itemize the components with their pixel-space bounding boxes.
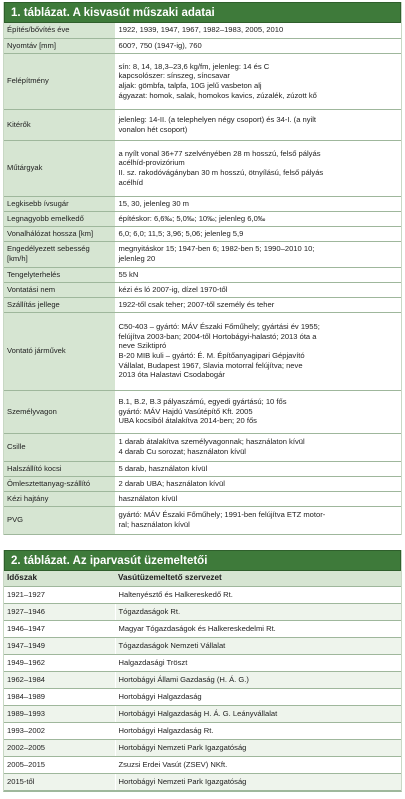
value-line: vonalon hét csoport) [118,124,188,134]
period-cell: 2002–2005 [4,740,115,757]
operator-cell: Hortobágyi Nemzeti Park Igazgatóság [115,740,401,757]
value-line: UBA kocsiból átalakítva 2014-ben; 20 fős [118,416,257,426]
value-line: a nyílt vonal 36+77 szelvényében 28 m hosszú, felső pályás [118,148,321,158]
row-label: Legnagyobb emelkedő [4,211,115,226]
row-value [115,53,401,109]
table-1-body [4,23,401,535]
value-line: 600?, 750 (1947-ig), 760 [118,40,202,50]
table-1-title: 1. táblázat. A kisvasút műszaki adatai [4,2,401,23]
value-line: felújítva 2003-ban; 2004-től Hortobágyi-halastó; 2013 óta a [118,331,317,341]
value-line: neve Sziktipró [118,341,167,351]
value-line: II. sz. rakodóvágányban 30 m hosszú, ötnyílású, felső pályás [118,168,324,177]
table-row [4,109,401,140]
value-line: kapcsolószer: sínszeg, síncsavar [118,71,230,81]
operator-cell: Zsuzsi Erdei Vasút (ZSEV) NKft. [115,757,401,774]
value-line: 5 darab, használaton kívül [118,463,208,473]
row-value [115,109,401,140]
table-row [4,476,401,491]
value-line: 1922-től csak teher; 2007-től személy és teher [118,299,275,309]
row-value [115,23,401,38]
table-row [4,757,401,774]
row-label: Vontatási nem [4,282,115,297]
table-row [4,723,401,740]
table-2-title: 2. táblázat. Az iparvasút üzemeltetői [4,550,401,571]
table-row [4,638,401,655]
operator-cell: Halgazdasági Tröszt [115,655,401,672]
value-line: ágyazat: homok, salak, homokos kavics, zúzalék, zúzott kő [118,90,317,100]
row-value [115,433,401,461]
operator-cell: Hortobágyi Nemzeti Park Igazgatóság [115,774,401,791]
value-line: jelenleg 20 [118,254,156,263]
row-value [115,196,401,211]
row-label: Legkisebb ívsugár [4,196,115,211]
table-row [4,689,401,706]
row-value [115,476,401,491]
row-label: Engedélyezett sebesség [km/h] [4,241,115,267]
table-row [4,390,401,433]
column-header-operator: Vasútüzemeltető szervezet [115,571,401,587]
table-row [4,23,401,38]
row-label: Felépítmény [4,53,115,109]
row-label: Személyvagon [4,390,115,433]
value-line: B-20 MIB kuli – gyártó: É. M. Építőanyagipari Gépjavító [118,351,305,360]
operator-cell: Hortobágyi Halgazdaság H. Á. G. Leányvállalat [115,706,401,723]
column-header-period: Időszak [4,571,115,587]
table-row [4,621,401,638]
operator-cell: Magyar Tógazdaságok és Halkereskedelmi Rt. [115,621,401,638]
value-line: sín: 8, 14, 18,3–23,6 kg/fm, jelenleg: 14 és C [118,61,270,71]
row-value [115,297,401,312]
table-row [4,461,401,476]
table-row [4,740,401,757]
value-line: gyártó: MÁV Északi Főműhely; 1991-ben felújítva ETZ motor- [118,510,326,520]
table-row [4,312,401,390]
row-label: Vontató járművek [4,312,115,390]
row-value [115,140,401,196]
table-row [4,196,401,211]
row-value [115,491,401,506]
table-row [4,706,401,723]
value-line: 2013 óta Halastavi Csodabogár [118,370,225,380]
period-cell: 1946–1947 [4,621,115,638]
row-value [115,312,401,390]
value-line: 2 darab UBA; használaton kívül [118,478,225,488]
period-cell: 2005–2015 [4,757,115,774]
row-label: Tengelyterhelés [4,267,115,282]
table-row [4,587,401,604]
table-2 [3,550,402,793]
value-line: jelenleg: 14-II. (a telephelyen négy csoport) és 34-I. (a nyilt [118,114,317,124]
row-label: Szállítás jellege [4,297,115,312]
value-line: 1922, 1939, 1947, 1967, 1982–1983, 2005, 2010 [118,25,284,35]
operator-cell: Hortobágyi Halgazdaság [115,689,401,706]
value-line: C50-403 – gyártó: MÁV Északi Főműhely; gyártási év 1955; [118,322,320,332]
operator-cell: Hortobágyi Állami Gazdaság (H. Á. G.) [115,672,401,689]
row-value [115,267,401,282]
table-row [4,226,401,241]
table-row [4,672,401,689]
row-value [115,38,401,53]
table-row [4,211,401,226]
period-cell: 1921–1927 [4,587,115,604]
period-cell: 1962–1984 [4,672,115,689]
operator-cell: Hortobágyi Halgazdaság Rt. [115,723,401,740]
period-cell: 1993–2002 [4,723,115,740]
table-row [4,267,401,282]
period-cell: 1949–1962 [4,655,115,672]
operator-cell: Haltenyésztő és Halkereskedő Rt. [115,587,401,604]
row-value [115,226,401,241]
row-value [115,461,401,476]
table-row [4,241,401,267]
value-line: 55 kN [118,269,139,279]
row-value [115,241,401,267]
value-line: 15, 30, jelenleg 30 m [118,198,190,208]
period-cell: 2015-től [4,774,115,791]
table-row [4,491,401,506]
value-line: építéskor: 6,6‰; 5,0‰; 10‰; jelenleg 6,0‰ [118,213,266,223]
table-row [4,774,401,791]
row-label: Kézi hajtány [4,491,115,506]
operator-cell: Tógazdaságok Rt. [115,604,401,621]
value-line: 4 darab Cu sorozat; használaton kívül [118,447,246,456]
row-label: PVG [4,506,115,534]
row-label: Vonalhálózat hossza [km] [4,226,115,241]
row-label: Építés/bővítés éve [4,23,115,38]
row-label: Ömlesztettanyag-szállító [4,476,115,491]
value-line: aljak: gömbfa, talpfa, 10G jelű vasbeton alj [118,81,262,90]
value-line: használaton kívül [118,493,178,503]
row-label: Műtárgyak [4,140,115,196]
period-cell: 1947–1949 [4,638,115,655]
value-line: kézi és ló 2007-ig, dízel 1970-től [118,284,228,294]
value-line: Vállalat, Budapest 1967, Slavia motorral felújítva; neve [118,360,303,370]
row-value [115,211,401,226]
period-cell: 1984–1989 [4,689,115,706]
row-value [115,390,401,433]
row-label: Nyomtáv [mm] [4,38,115,53]
row-label: Halszállító kocsi [4,461,115,476]
table-2-header-row [4,571,401,587]
operator-cell: Tógazdaságok Nemzeti Vállalat [115,638,401,655]
value-line: ral; használaton kívül [118,520,190,529]
table-row [4,297,401,312]
value-line: megnyitáskor 15; 1947-ben 6; 1982-ben 5; 1990–2010 10; [118,244,315,254]
row-value [115,282,401,297]
value-line: 6,0; 6,0; 11,5; 3,96; 5,06; jelenleg 5,9 [118,228,244,238]
value-line: 1 darab átalakítva személyvagonnak; használaton kívül [118,437,305,447]
table-row [4,655,401,672]
row-label: Kitérők [4,109,115,140]
row-label: Csille [4,433,115,461]
table-row [4,282,401,297]
table-row [4,433,401,461]
table-row [4,38,401,53]
value-line: B.1, B.2, B.3 pályaszámú, egyedi gyártású; 10 fős [118,397,287,407]
value-line: acélhíd-provizórium [118,158,185,168]
table-row [4,506,401,534]
table-2-body [4,571,401,792]
value-line: gyártó: MÁV Hajdú Vasútépítő Kft. 2005 [118,406,253,416]
table-row [4,604,401,621]
period-cell: 1989–1993 [4,706,115,723]
table-row [4,140,401,196]
table-row [4,53,401,109]
value-line: acélhíd [118,177,143,187]
row-value [115,506,401,534]
period-cell: 1927–1946 [4,604,115,621]
table-1 [3,2,402,535]
